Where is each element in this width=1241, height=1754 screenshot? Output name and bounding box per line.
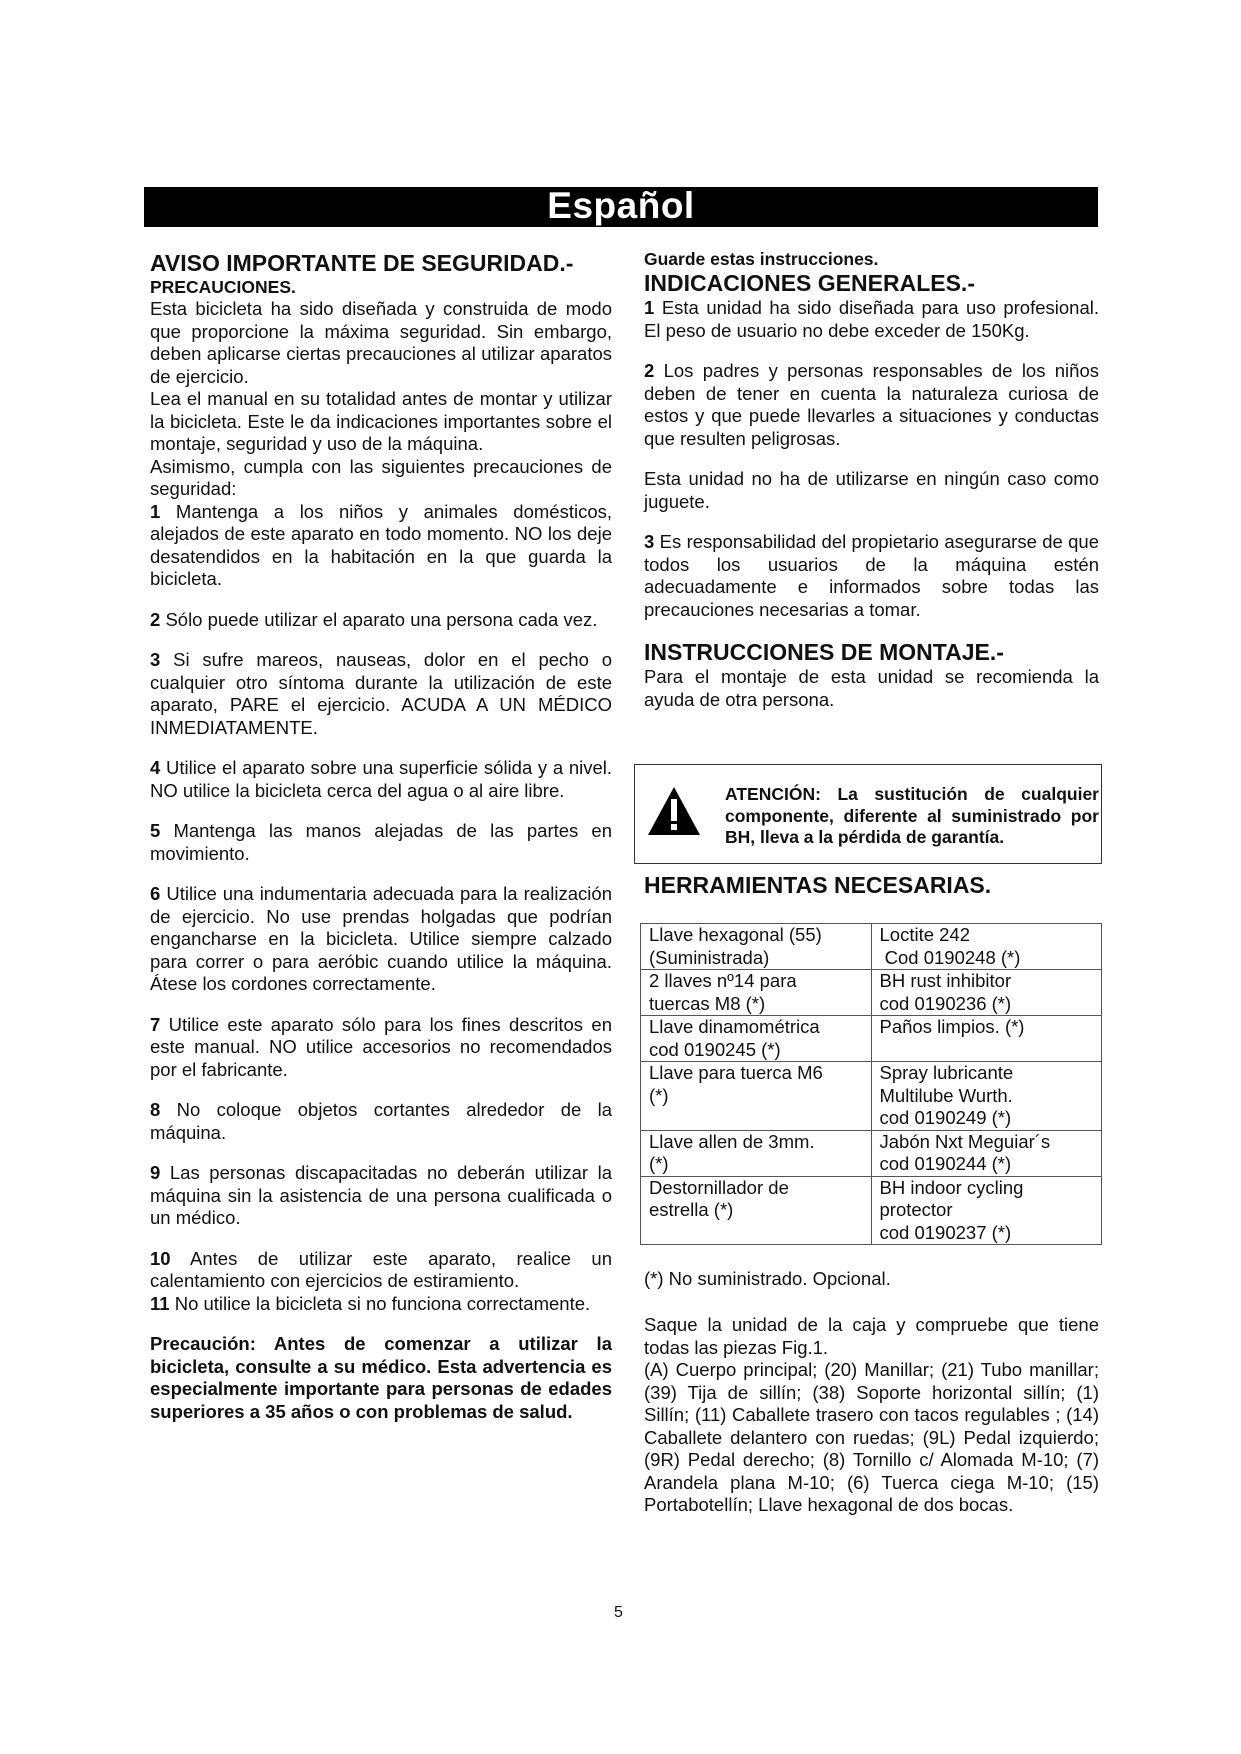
caution-paragraph: Precaución: Antes de comenzar a utilizar la bicicleta, consulte a su médico. Esta advertencia es especialmente importante para personas de edades superiores a 35 años o con problemas de salud.: [150, 1333, 612, 1422]
safety-item: [150, 1014, 612, 1082]
tools-cell-line: (*): [649, 1084, 669, 1106]
item-number: 10: [150, 1247, 171, 1269]
tools-row: [641, 1176, 1102, 1245]
assembly-heading: INSTRUCCIONES DE MONTAJE.-: [644, 639, 1004, 665]
item-number: 1: [644, 297, 655, 318]
tools-cell: [871, 970, 1102, 1016]
tools-cell-line: cod 0190236 (*): [879, 992, 1012, 1014]
tools-cell-line: BH indoor cycling: [879, 1176, 1024, 1198]
page-number: 5: [614, 1604, 623, 1621]
tools-note: (*) No suministrado. Opcional.: [644, 1268, 891, 1289]
safety-item: [150, 1162, 612, 1230]
tools-cell-line: protector: [879, 1199, 953, 1220]
tools-cell: [641, 924, 872, 970]
item-text: No utilice la bicicleta si no funciona correctamente.: [174, 1292, 591, 1314]
tools-cell: [641, 1016, 872, 1062]
item-number: 2: [150, 608, 161, 630]
tools-cell-line: [649, 1222, 863, 1245]
tools-cell-line: Jabón Nxt Meguiar´s: [879, 1130, 1051, 1152]
tools-cell: [641, 1130, 872, 1176]
language-banner: [144, 187, 1098, 227]
tools-cell-line: Llave dinamométrica: [649, 1016, 820, 1037]
tools-cell-line: Llave allen de 3mm.: [649, 1130, 815, 1152]
intro-paragraph: Asimismo, cumpla con las siguientes precauciones de seguridad:: [150, 455, 612, 499]
item-text: Esta unidad ha sido diseñada para uso profesional. El peso de usuario no debe exceder de 150Kg.: [644, 297, 1099, 341]
intro-paragraph: Lea el manual en su totalidad antes de montar y utilizar la bicicleta. Este le da indicaciones importantes sobre el montaje, seguridad y uso de la máquina.: [150, 388, 612, 454]
tools-cell: [871, 924, 1102, 970]
tools-cell: [871, 1176, 1102, 1245]
safety-item: [150, 609, 612, 632]
tools-row: [641, 924, 1102, 970]
left-column: [150, 250, 612, 1423]
safety-item: [150, 883, 612, 996]
item-text: No coloque objetos cortantes alrededor de la máquina.: [150, 1099, 613, 1143]
item-text: Las personas discapacitadas no deberán utilizar la máquina sin la asistencia de una persona cualificada o un médico.: [150, 1162, 613, 1228]
parts-section: [644, 1314, 1099, 1517]
tools-table: [640, 923, 1102, 1245]
banner-title: Español: [547, 185, 695, 226]
item-text: Utilice una indumentaria adecuada para la realización de ejercicio. No use prendas holgadas que podrían engancharse en la bicicleta. Utilice siempre calzado para correr o para aeróbic cuando utilice la máquina. Átese los cordones correctamente.: [150, 883, 612, 994]
tools-cell-line: Paños limpios. (*): [879, 1016, 1025, 1037]
item-text: Si sufre mareos, nauseas, dolor en el pecho o cualquier otro síntoma durante la utilización de este aparato, PARE el ejercicio. ACUDA A UN MÉDICO INMEDIATAMENTE.: [150, 649, 612, 738]
item-number: 1: [150, 500, 161, 522]
tools-cell: [641, 970, 872, 1016]
precautions-subheading: PRECAUCIONES.: [150, 277, 296, 297]
item-number: 7: [150, 1013, 161, 1035]
item-text: Utilice el aparato sobre una superficie sólida y a nivel. NO utilice la bicicleta cerca del agua o al aire libre.: [150, 757, 613, 801]
keep-instructions: Guarde estas instrucciones.: [644, 249, 879, 269]
unpack-text: Saque la unidad de la caja y compruebe que tiene todas las piezas Fig.1.: [644, 1314, 1099, 1358]
tools-cell-line: Llave para tuerca M6: [649, 1062, 823, 1083]
tools-cell-line: (Suministrada): [649, 946, 770, 968]
tools-cell-line: [649, 1107, 863, 1130]
tools-row: [641, 1016, 1102, 1062]
tools-cell-line: Llave hexagonal (55): [649, 924, 822, 945]
safety-heading: AVISO IMPORTANTE DE SEGURIDAD.-: [150, 250, 574, 276]
item-text: Mantenga a los niños y animales domésticos, alejados de este aparato en todo momento. NO los deje desatendidos en la habitación en la que guarda la bicicleta.: [150, 500, 612, 589]
item-number: 11: [150, 1292, 170, 1314]
item-number: 8: [150, 1099, 161, 1120]
item-text: Es responsabilidad del propietario asegurarse de que todos los usuarios de la máquina estén adecuadamente e informados sobre todas las precauciones necesarias a tomar.: [644, 531, 1100, 620]
tools-cell: [871, 1062, 1102, 1131]
tools-cell-line: cod 0190245 (*): [649, 1038, 781, 1060]
tools-cell-line: Loctite 242: [879, 924, 971, 945]
intro-paragraph: Esta bicicleta ha sido diseñada y construida de modo que proporcione la máxima seguridad. Sin embargo, deben aplicarse ciertas precauciones al utilizar aparatos de ejercicio.: [150, 298, 612, 387]
tools-cell-line: cod 0190249 (*): [879, 1107, 1012, 1128]
item-number: 2: [644, 360, 655, 381]
tools-cell-line: cod 0190237 (*): [879, 1221, 1012, 1243]
safety-item: [150, 1248, 612, 1293]
safety-item: [150, 649, 612, 739]
tools-cell-line: [880, 1039, 1094, 1062]
safety-item: [150, 820, 612, 865]
tools-cell-line: cod 0190244 (*): [879, 1153, 1012, 1174]
item-text: Antes de utilizar este aparato, realice un calentamiento con ejercicios de estiramiento.: [150, 1247, 612, 1291]
safety-item: [150, 501, 612, 591]
tools-cell: [641, 1176, 872, 1245]
warning-box: [634, 764, 1102, 864]
tools-cell-line: Spray lubricante: [879, 1062, 1014, 1083]
tools-cell-line: 2 llaves nº14 para: [649, 970, 797, 991]
tools-row: [641, 1130, 1102, 1176]
tools-cell: [871, 1130, 1102, 1176]
item-text: Mantenga las manos alejadas de las partes en movimiento.: [150, 820, 612, 864]
item-number: 5: [150, 820, 161, 841]
item-number: 3: [644, 531, 655, 552]
item-number: 6: [150, 883, 161, 904]
tools-cell-line: estrella (*): [649, 1199, 734, 1220]
item-number: 4: [150, 757, 161, 778]
tools-row: [641, 1062, 1102, 1131]
tools-cell: [871, 1016, 1102, 1062]
tools-row: [641, 970, 1102, 1016]
warning-text: ATENCIÓN: La sustitución de cualquier componente, diferente al suministrado por BH, lleva a la pérdida de garantía.: [725, 784, 1099, 847]
general-item: [644, 297, 1099, 342]
safety-item: [150, 1293, 612, 1316]
tools-cell-line: Multilube Wurth.: [879, 1084, 1013, 1106]
tools-cell: [641, 1062, 872, 1131]
safety-item: [150, 757, 612, 802]
general-item: [644, 531, 1099, 621]
tools-heading: HERRAMIENTAS NECESARIAS.: [644, 872, 992, 898]
item-number: 3: [150, 649, 161, 670]
item-text: Esta unidad no ha de utilizarse en ningún caso como juguete.: [644, 468, 1099, 512]
item-text: Los padres y personas responsables de los niños deben de tener en cuenta la naturaleza curiosa de estos y que puede llevarles a situaciones y conductas que resulten peligrosas.: [644, 360, 1099, 449]
tools-cell-line: Destornillador de: [649, 1176, 789, 1198]
tools-cell-line: BH rust inhibitor: [879, 970, 1012, 991]
tools-cell-line: (*): [649, 1153, 669, 1174]
safety-item: [150, 1099, 612, 1144]
tools-cell-line: tuercas M8 (*): [649, 992, 766, 1014]
item-text: Sólo puede utilizar el aparato una persona cada vez.: [165, 608, 598, 630]
tools-cell-line: Cod 0190248 (*): [879, 946, 1021, 968]
right-column: [644, 249, 1099, 711]
parts-list: (A) Cuerpo principal; (20) Manillar; (21) Tubo manillar; (39) Tija de sillín; (38) Soporte horizontal sillín; (1) Sillín; (11) Caballete trasero con tacos regulables ; (14) Caballete delantero con ruedas; (9L) Pedal izquierdo; (9R) Pedal derecho; (8) Tornillo c/ Alomada M-10; (7) Arandela plana M-10; (6) Tuerca ciega M-10; (15) Portabotellín; Llave hexagonal de dos bocas.: [644, 1359, 1099, 1515]
general-item: [644, 360, 1099, 450]
item-text: Utilice este aparato sólo para los fines descritos en este manual. NO utilice accesorios no recomendados por el fabricante.: [150, 1013, 613, 1080]
general-heading: INDICACIONES GENERALES.-: [644, 270, 975, 296]
warning-triangle-icon: [646, 785, 702, 837]
general-item: [644, 468, 1099, 513]
assembly-text: Para el montaje de esta unidad se recomienda la ayuda de otra persona.: [644, 666, 1099, 710]
item-number: 9: [150, 1162, 161, 1183]
